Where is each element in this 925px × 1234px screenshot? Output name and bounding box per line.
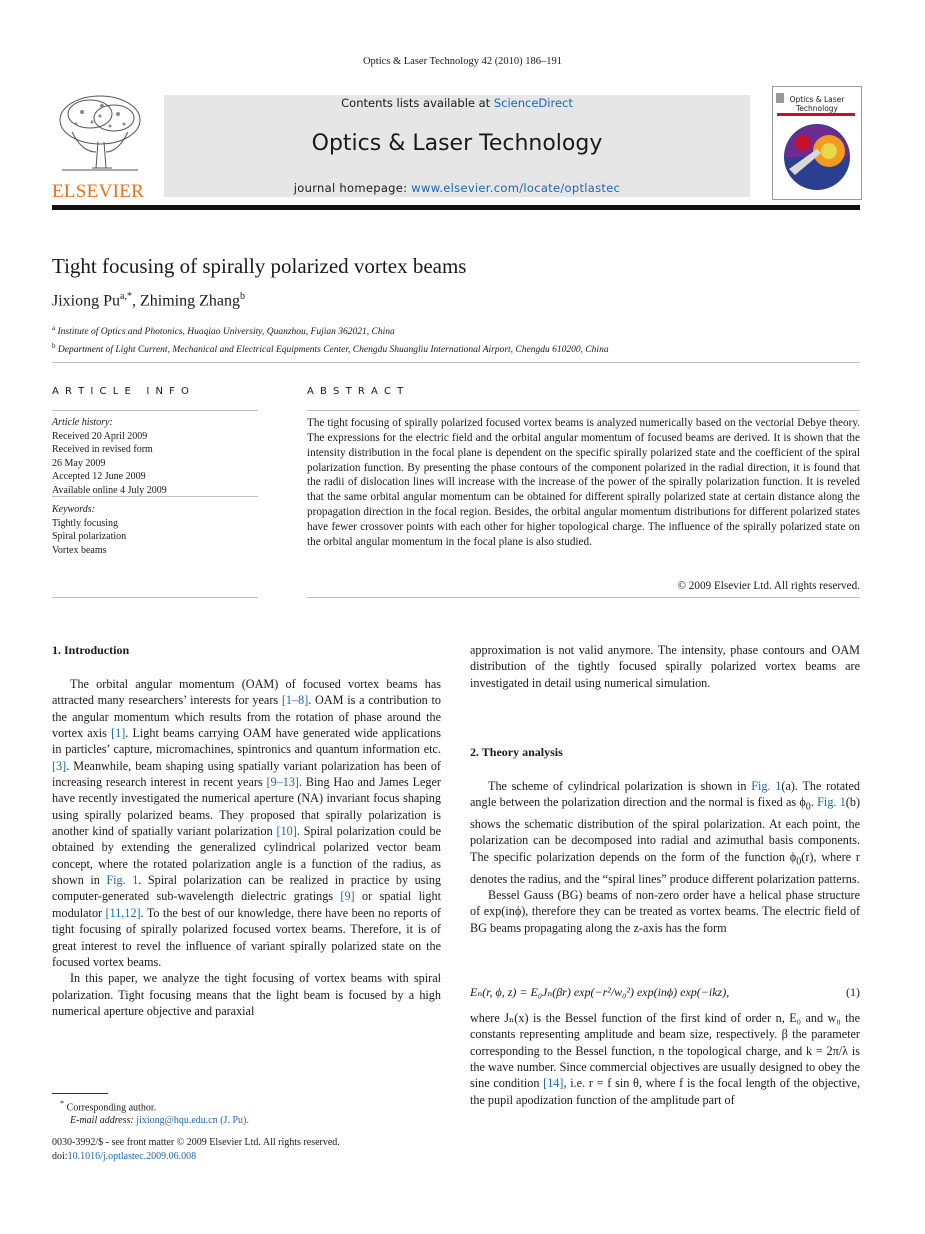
history-item: Accepted 12 June 2009 [52,471,146,483]
paragraph: approximation is not valid anymore. The intensity, phase contours and OAM distribution of the tightly focused spirally polarized vortex beams are investigated in detail using numerical simulation. [470,643,860,690]
equation-body: Eₙ(r, ϕ, z) = E₀Jₙ(βr) exp(−r²/w₀²) exp(inϕ) exp(−ikz), [470,985,730,999]
cover-logo-mark [776,93,784,103]
figure-link[interactable]: Fig. 1 [106,873,139,888]
paragraph: where Jₙ(x) is the Bessel function of the first kind of order n, E₀ and w₀ the constants representing amplitude and beam size, respectively. β the parameter corresponding to the Bessel function, n the topological charge, and k = 2π/λ is the wave number. Since commercial objectives are usually designed to obey the sine condition [14], i.e. r = f sin θ, where f is the focal length of the objective, the pupil apodization function of the amplitude part of [470,1011,860,1107]
doi-link[interactable]: 10.1016/j.optlastec.2009.06.008 [67,1150,197,1162]
homepage-line: journal homepage: www.elsevier.com/locate/optlastec [293,181,621,195]
paragraph: Bessel Gauss (BG) beams of non-zero order have a helical phase structure of exp(inϕ), therefore they can be treated as vortex beams. The electric field of BG beams propagating along the z-axis has the form [470,887,860,935]
article-info-heading: A R T I C L E I N F O [52,386,191,397]
theory-body-2 [470,1010,860,1108]
introduction-body [52,676,441,1019]
history-item: Received 20 April 2009 [52,430,148,442]
paragraph: The orbital angular momentum (OAM) of focused vortex beams has attracted many researchers’ interests for years [1–8]. OAM is a contribution to the angular momentum which results from the rotation of phase around the vortex axis [1]. Light beams carrying OAM have generated wide applications in particles’ capture, micromachines, spintronics and quantum information etc. [3]. Meanwhile, beam shaping using spatially variant polarization has been of increasing research interest in recent years [9–13]. Bing Hao and James Leger have recently investigated the numerical aperture (NA) invariant focus shaping using spirally polarized beams. They proposed that spirally polarization is another kind of spatially variant polarization [10]. Spiral polarization could be obtained by extending the generalized cylindrical polarized vector beam concept, where the rotated polarization angle is a function of the radius, as shown in Fig. 1. Spiral polarization can be realized in practice by using computer-generated sub-wavelength dielectric gratings [9] or spatial light modulator [11,12]. To the best of our knowledge, there have been no reports of tight focusing of spirally polarized focused vortex beams. Therefore, it is of great interest to revel the influence of variant spirally polarized state on the focused vortex beams. [52,677,442,969]
citation-link[interactable]: [10] [276,824,297,839]
equation-number: (1) [846,985,860,999]
affiliation-a: $^a$ Institute of Optics and Photonics, Huaqiao University, Quanzhou, Fujian 362021, China [52,324,395,338]
author-name[interactable]: Jixiong Pu [52,292,121,310]
masthead [164,95,750,197]
keywords [52,503,262,557]
abstract-copyright: © 2009 Elsevier Ltd. All rights reserved. [677,580,860,592]
footnote-rule [52,1093,108,1094]
cover-red-band [777,113,855,116]
masthead-rule [52,205,860,210]
citation-link[interactable]: [1] [111,726,126,741]
article-title: Tight focusing of spirally polarized vortex beams [52,254,467,278]
history-item: Available online 4 July 2009 [52,484,167,496]
citation-link[interactable]: [3] [52,758,67,773]
doi-line: doi:10.1016/j.optlastec.2009.06.008 [52,1150,197,1162]
author-affiliation-mark: a,* [120,291,132,302]
footnote-corresponding: * Corresponding author. [60,1099,157,1114]
history-label: Article history: [52,417,113,428]
journal-cover[interactable] [772,86,862,200]
paragraph: The scheme of cylindrical polarization is shown in Fig. 1(a). The rotated angle between the polarization direction and the normal is fixed as $\phi_0$. Fig. 1(b) shows the schematic distribution of the spiral polarization. At each point, the polarization can be decomposed into radial and azimuthal basis components. The specific polarization depends on the form of the function $\phi_0(r)$, where r denotes the radius, and the “spiral lines” produce different polarization patterns. [470,779,861,886]
cover-artwork-icon [777,119,857,193]
divider [52,597,258,598]
keywords-label: Keywords: [52,504,95,515]
citation-link[interactable]: [1–8] [281,693,309,708]
journal-name: Optics & Laser Technology [311,131,603,156]
elsevier-logo[interactable] [52,92,148,202]
citation-link[interactable]: [9–13] [266,775,299,790]
introduction-continued [470,642,860,691]
email-link[interactable]: jixiong@hqu.edu.cn [136,1115,218,1127]
page-footer [52,1136,340,1163]
section-heading-introduction: 1. Introduction [52,643,130,657]
divider [307,410,860,411]
divider [52,410,258,411]
footnote [60,1097,249,1127]
affiliation-b: $^b$ Department of Light Current, Mechanical and Electrical Equipments Center, Chengdu Shuangliu International Airport, Chengdu 610200, China [52,341,609,355]
running-header: Optics & Laser Technology 42 (2010) 186–191 [362,56,563,67]
article-history [52,416,262,498]
citation-link[interactable]: [14] [543,1076,564,1091]
citation-link[interactable]: [9] [340,889,355,904]
history-item: 26 May 2009 [52,457,106,469]
paragraph: In this paper, we analyze the tight focusing of vortex beams with spiral polarization. Tight focusing means that the light beam is focused by a high numerical aperture objective and paraxial [52,971,441,1018]
publisher-name: ELSEVIER [52,181,145,202]
history-item: Received in revised form [52,444,153,456]
figure-link[interactable]: Fig. 1 [817,795,846,810]
affiliations [52,322,609,357]
keyword: Vortex beams [52,544,107,556]
section-heading-theory: 2. Theory analysis [470,745,563,759]
divider [52,362,860,363]
divider [307,597,860,598]
theory-body [470,778,860,936]
keyword: Spiral polarization [52,531,127,543]
footnote-email: E-mail address: jixiong@hqu.edu.cn (J. Pu). [70,1115,249,1127]
sciencedirect-link[interactable]: ScienceDirect [493,96,573,110]
abstract-text: The tight focusing of spirally polarized focused vortex beams is analyzed numerically based on the vectorial Debye theory. The expressions for the electric field and the orbital angular momentum of focused beams are derived. It is shown that the intensity distribution in the focal plane is dependent on the specific spirally polarized state and the coefficient of the spiral polarization function. By presenting the phase contours of the component polarized in the radial direction, it is found that the radii of dislocation lines will increase with the increase of the power of the spirally polarization function. It is reveled that the same orbital angular momentum can be obtained for different spirally polarized state at certain distance along the propagation direction in the focal region. Besides, the orbital angular momentum distributions for different polarized states have fewer crossover points with each other for higher topological charge. The influence of the spirally polarized state on the orbital angular momentum in the focal plane is also studied. [307,417,860,548]
front-matter-line: 0030-3992/$ - see front matter © 2009 Elsevier Ltd. All rights reserved. [52,1137,340,1148]
citation-link[interactable]: [11,12] [105,905,141,920]
divider [52,496,258,497]
equation-1 [470,985,860,1000]
author-name[interactable]: Zhiming Zhang [139,292,240,310]
author-affiliation-mark: b [239,291,245,302]
contents-line: Contents lists available at ScienceDirect [341,96,573,110]
homepage-link[interactable]: www.elsevier.com/locate/optlastec [411,181,621,195]
cover-title: Optics & Laser Technology [789,95,845,113]
author-list: Jixiong $Pu^{a,*}$, Zhiming Zhang$^b$ [52,291,245,310]
abstract-heading: A B S T R A C T [307,386,405,397]
figure-link[interactable]: Fig. 1 [751,779,782,793]
keyword: Tightly focusing [52,517,119,529]
elsevier-tree-icon [52,92,148,176]
